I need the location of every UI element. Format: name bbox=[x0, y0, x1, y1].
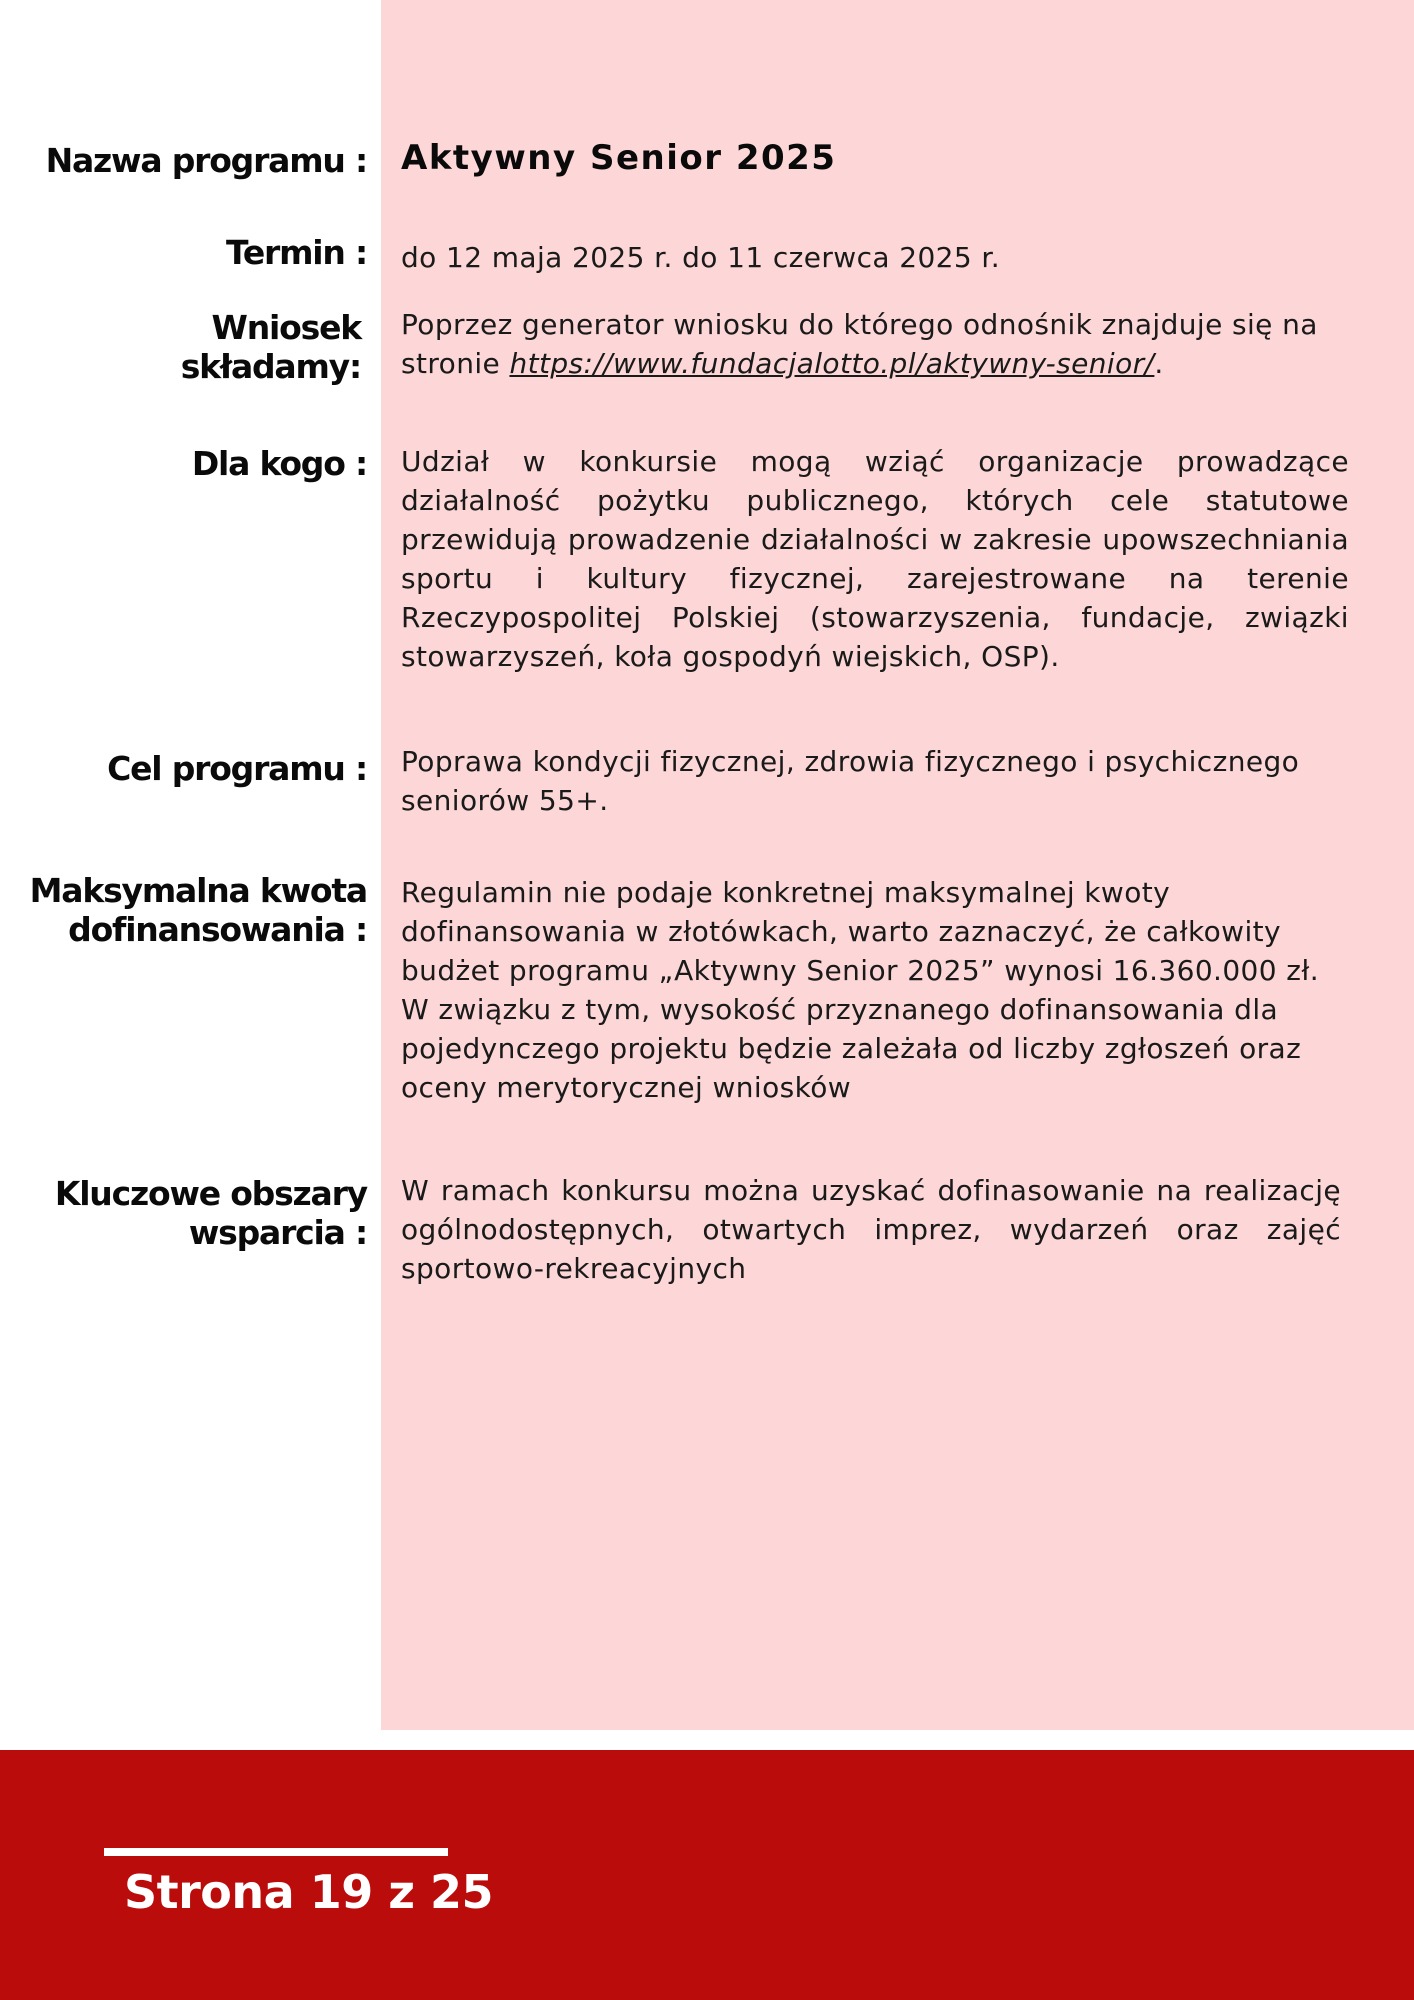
goal-value: Poprawa kondycji fizycznej, zdrowia fizycznego i psychicznego seniorów 55+. bbox=[401, 745, 1300, 817]
support-areas-label-line1: Kluczowe obszary bbox=[54, 1174, 367, 1213]
footer-divider bbox=[104, 1848, 448, 1856]
apply-label-line2: składamy: bbox=[180, 347, 361, 386]
support-areas-label bbox=[55, 1174, 367, 1252]
apply-label-line1: Wniosek bbox=[211, 308, 361, 347]
program-name-label: Nazwa programu : bbox=[45, 141, 367, 180]
max-amount-label-line1: Maksymalna kwota bbox=[29, 871, 367, 910]
goal-label: Cel programu : bbox=[107, 749, 367, 788]
term-label: Termin : bbox=[225, 233, 367, 272]
page-number: Strona 19 z 25 bbox=[124, 1865, 494, 1919]
program-name-value: Aktywny Senior 2025 bbox=[401, 138, 837, 178]
max-amount-label bbox=[30, 871, 367, 949]
program-website-link[interactable]: https://www.fundacjalotto.pl/aktywny-senior/ bbox=[509, 347, 1155, 380]
apply-label bbox=[181, 308, 361, 386]
apply-value bbox=[401, 305, 1361, 383]
support-areas-label-line2: wsparcia : bbox=[188, 1213, 367, 1252]
target-group-label: Dla kogo : bbox=[191, 444, 367, 483]
support-areas-value: W ramach konkursu można uzyskać dofinasowanie na realizację ogólnodostępnych, otwartych imprez, wydarzeń oraz zajęć sportowo-rekreacyjnych bbox=[401, 1174, 1341, 1285]
max-amount-value: Regulamin nie podaje konkretnej maksymalnej kwoty dofinansowania w złotówkach, warto zaznaczyć, że całkowity budżet programu „Aktywny Senior 2025” wynosi 16.360.000 zł. W związku z tym, wysokość przyznanego dofinansowania dla pojedynczego projektu będzie zależała od liczby zgłoszeń oraz oceny merytorycznej wniosków bbox=[401, 876, 1320, 1104]
term-value: do 12 maja 2025 r. do 11 czerwca 2025 r. bbox=[401, 241, 1001, 274]
apply-value-text: Poprzez generator wniosku do którego odnośnik znajduje się na stronie bbox=[401, 308, 1318, 380]
target-group-value: Udział w konkursie mogą wziąć organizacje prowadzące działalność pożytku publicznego, których cele statutowe przewidują prowadzenie działalności w zakresie upowszechniania sportu i kultury fizycznej, zarejestrowane na terenie Rzeczypospolitej Polskiej (stowarzyszenia, fundacje, związki stowarzyszeń, koła gospodyń wiejskich, OSP). bbox=[401, 445, 1349, 673]
max-amount-label-line2: dofinansowania : bbox=[68, 910, 367, 949]
apply-value-suffix: . bbox=[1154, 347, 1164, 380]
